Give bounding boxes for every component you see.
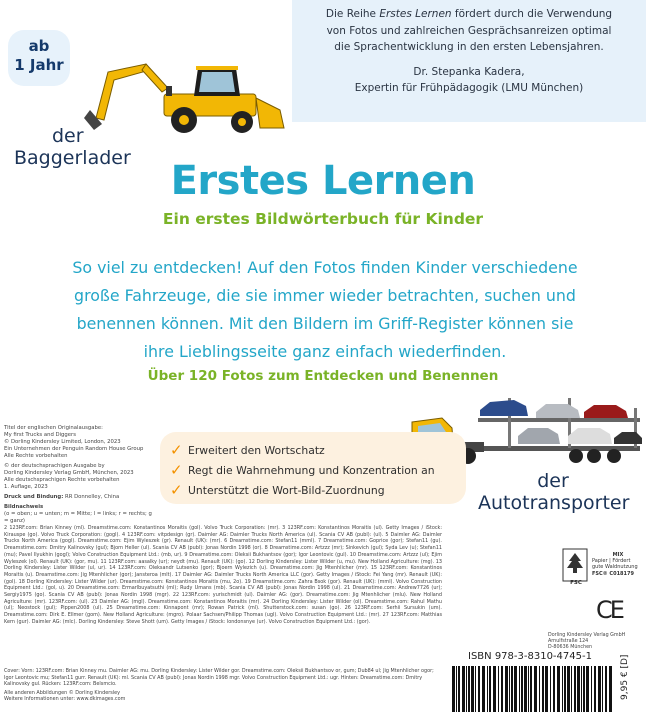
description-line-2: große Fahrzeuge, die sie immer wieder betrachten, suchen und [74, 286, 576, 305]
picture-credits: 2 123RF.com: Brian Kinney (ml). Dreamstime.com: Konstantinos Moraitis (gol). Volvo Truck Corporation: (mr). 3 123RF.com: Konstantinos Moraitis (ul). Getty Images / iStock: Kirauspe (go). Volvo Truck Corporation: (gogl). 4 123RF.com: vitpdesign (gr). Daimler AG: Daimler Trucks North America (ul). Scania CV AB (publ): (ul). 5 Daimler AG: Daimler Trucks North America (gogl). Dreamstime.com: Ejim Wyleszek (gr). Renault (UK): (mr). 6 Dreamstime.com: Stefan11 (mml). 7 Dreamstime.com: Goprice (gor); Stefan11 (gu). Dreamstime.com: Dmitry Kalinovsky (gul); Bjorn Heller (ul). Scania CV AB (publ): Jonas Nordin 1998 (or). 8 Dreamstime.com: Artzzz (mr); Sinkevich (gul); Syda Lev (u); Stefan11 (mu); Pavel Ilyukhin (gogl); Volvo Construction Equipment Ltd.: (mb, ur). 9 Dreamstime.com: Oleksii Bukhantsov (gor); Igor Leontovic (gul). 10 Dreamstime.com: Artzzz (ul); Ejim Wyleszek (ol). Renault (UK): (gor, mu). 11 123RF.com: aasalky (ur); neydt (mu). Renault (UK): (go). 12 Dorling Kindersley: Lister Wilder (u, mu). New Holland Agriculture: (mg). 13 Dorling Kindersley: Lister Wilder (ul, ur). 14 123RF.com: Oleksandr Lutsenko (gor); Bjoern Wylezich (u). Dreamstime.com: Jig Mtenhlicher (mr). 15 123RF.com: Konstantinos Moraitis (u). Dreamstime.com: Jig Mtenhlicher (gor); Jansteroa (mlt). 17 Daimler AG: Daimler Trucks North America LLC (gor). Getty Images / iStock: Fei Yang (mr). Renault (UK): (gol). 18 Dorling Kindersley: Lister Wilder (ur). Dreamstime.com: Konstantinos Moraitis (mu, 2o). 19 Dreamstime.com: Zahra Bsok (gor). Renault (UK): (mml). Volvo Construction Equipment Ltd.: (gol, u). 20 Dreamstime.com: Ermarlbuyatsuthi (ml); Rudy Umans (mb). Scania CV AB (publ): Jonas Nordin 1998 (ul). 21 Dreamstime.com: Andrew7726 (ur); Sergiy1975 (go). Scania CV AB (publ): Jonas Nordin 1998 (mgr). 22 123RF.com: yurischmidt (ul). Daimler AG: (gor). Dreamstime.com: Jig Mtenhlicher (mlu). New Holland Agriculture: (mr). 123RF.com: (ul). 23 Daimler AG: (mgl). Dreamstime.com: Konstantinos Moraitis (mr). 24 Dorling Kindersley: Lister Wilder (ol). Dreamstime.com: Rahul Mathu (ul); Neostock (gul); Pippen2008 (ul). 25 Dreamstime.com: Kinnapont (mr); Rowan Patrick (ml). Shutterstock.com: susan (go). 26 123RF.com: Serhii Sursukin (um). Dreamstime.com: Dirk E. Ellmer (gom). New Holland Agriculture: (mgro). Polaar Sachsen/Philipp Thomas (ugl). Volvo Construction Equipment Ltd.: (mr). 27 123RF.com: Matthias Kern (gur). Daimler AG: (mlc). Dorling Kindersley: Steve Shott (um). Getty Images / iStock: londonsnye (ur). Volvo Construction Equipment Ltd.: (gor). [4, 525, 442, 625]
imprint [4, 425, 154, 528]
imprint-original-title: Titel der englischen Originalausgabe: My first Trucks and Diggers © Dorling Kindersley Limited, London, 2023 Ein Unternehmen der Penguin Random House Group Alle Rechte vorbehalten [4, 425, 144, 459]
quote-author-name: Dr. Stepanka Kadera, [413, 65, 525, 78]
publisher-address: Dorling Kindersley Verlag GmbH Arnulfstraße 124 D-80636 München [548, 633, 626, 650]
fsc-label: FSC [570, 580, 582, 586]
feature-text: Regt die Wahrnehmung und Konzentration an [188, 463, 435, 477]
quote-box [292, 0, 646, 122]
checkmark-icon: ✓ [170, 481, 183, 499]
fsc-text: MIX Papier | Fördert gute Waldnutzung FSC® C018179 [592, 552, 638, 577]
quote-author-role: Expertin für Frühpädagogik (LMU München) [354, 82, 584, 94]
ce-mark-icon: CE [596, 596, 622, 624]
imprint-german-edition: © der deutschsprachigen Ausgabe by Dorling Kindersley Verlag GmbH, München, 2023 Alle deutschsprachigen Rechte vorbehalten 1. Auflage, 2023 [4, 463, 134, 490]
cover-credits-text: Cover: Vorn: 123RF.com: Brian Kinney mu. Daimler AG: mu. Dorling Kindersley: Lister Wilder gor. Dreamstime.com: Oleksii Bukhantsov or, gum; Dub84 ul; Jig Mtenhlicher ogor; Igor Leontovic mu; Stefan11 gurr. Renault (UK): ml. Scania CV AB (publ): Jonas Nordin 1998 mgr. Volvo Construction Equipment Ltd.: ugr. Hinten: Dreamstime.com: Dmitry Kalinovsky gul. Rücken: 123RF.com: Belsmcio. [4, 668, 434, 687]
feature-item [170, 480, 460, 500]
description-line-1: So viel zu entdecken! Auf den Fotos finden Kinder verschiedene [72, 258, 578, 277]
feature-item [170, 440, 460, 460]
age-badge [8, 30, 70, 86]
fsc-logo-icon [562, 548, 588, 582]
description-line-3: benennen können. Mit den Bildern im Griff-Register können sie [76, 314, 574, 333]
car-transporter-label-noun: Autotransporter [478, 492, 630, 514]
backhoe-label-article: der [52, 125, 84, 147]
isbn: ISBN 978-3-8310-4745-1 [468, 651, 592, 662]
other-images-note: Alle anderen Abbildungen © Dorling Kindersley Weitere Informationen unter: www.dkimages.com [4, 689, 126, 702]
book-title: Erstes Lernen [170, 158, 476, 204]
checkmark-icon: ✓ [170, 461, 183, 479]
photo-count-tagline: Über 120 Fotos zum Entdecken und Benennen [147, 368, 499, 384]
checkmark-icon: ✓ [170, 441, 183, 459]
feature-item [170, 460, 460, 480]
book-subtitle: Ein erstes Bildwörterbuch für Kinder [162, 210, 484, 228]
price: 9,95 € [D] [620, 654, 630, 700]
car-transporter-label [478, 470, 628, 514]
age-badge-line1: ab [28, 37, 50, 55]
quote-line-2: von Fotos und zahlreichen Gesprächsanreizen optimal [326, 24, 612, 37]
feature-text: Erweitert den Wortschatz [188, 443, 325, 457]
imprint-printer: Druck und Bindung: RR Donnelley, China [4, 494, 120, 500]
backhoe-label-noun: Baggerlader [14, 147, 131, 169]
cover-credits [4, 668, 442, 705]
description-line-4: ihre Lieblingsseite ganz einfach wiederfinden. [143, 342, 507, 361]
description [30, 254, 620, 366]
series-name: Erstes Lernen [379, 8, 452, 20]
feature-text: Unterstützt die Wort-Bild-Zuordnung [188, 483, 385, 497]
quote-line-3: die Sprachentwicklung in den ersten Lebensjahren. [334, 41, 604, 53]
age-badge-line2: 1 Jahr [14, 56, 64, 74]
barcode-icon [448, 666, 616, 712]
imprint-picture-credits-heading: Bildnachweis (o = oben; u = unten; m = Mitte; l = links; r = rechts; g = ganz) [4, 504, 152, 524]
quote-line-1: Die Reihe Erstes Lernen fördert durch die Verwendung [325, 8, 613, 20]
feature-list [160, 432, 466, 504]
car-transporter-label-article: der [537, 470, 569, 492]
